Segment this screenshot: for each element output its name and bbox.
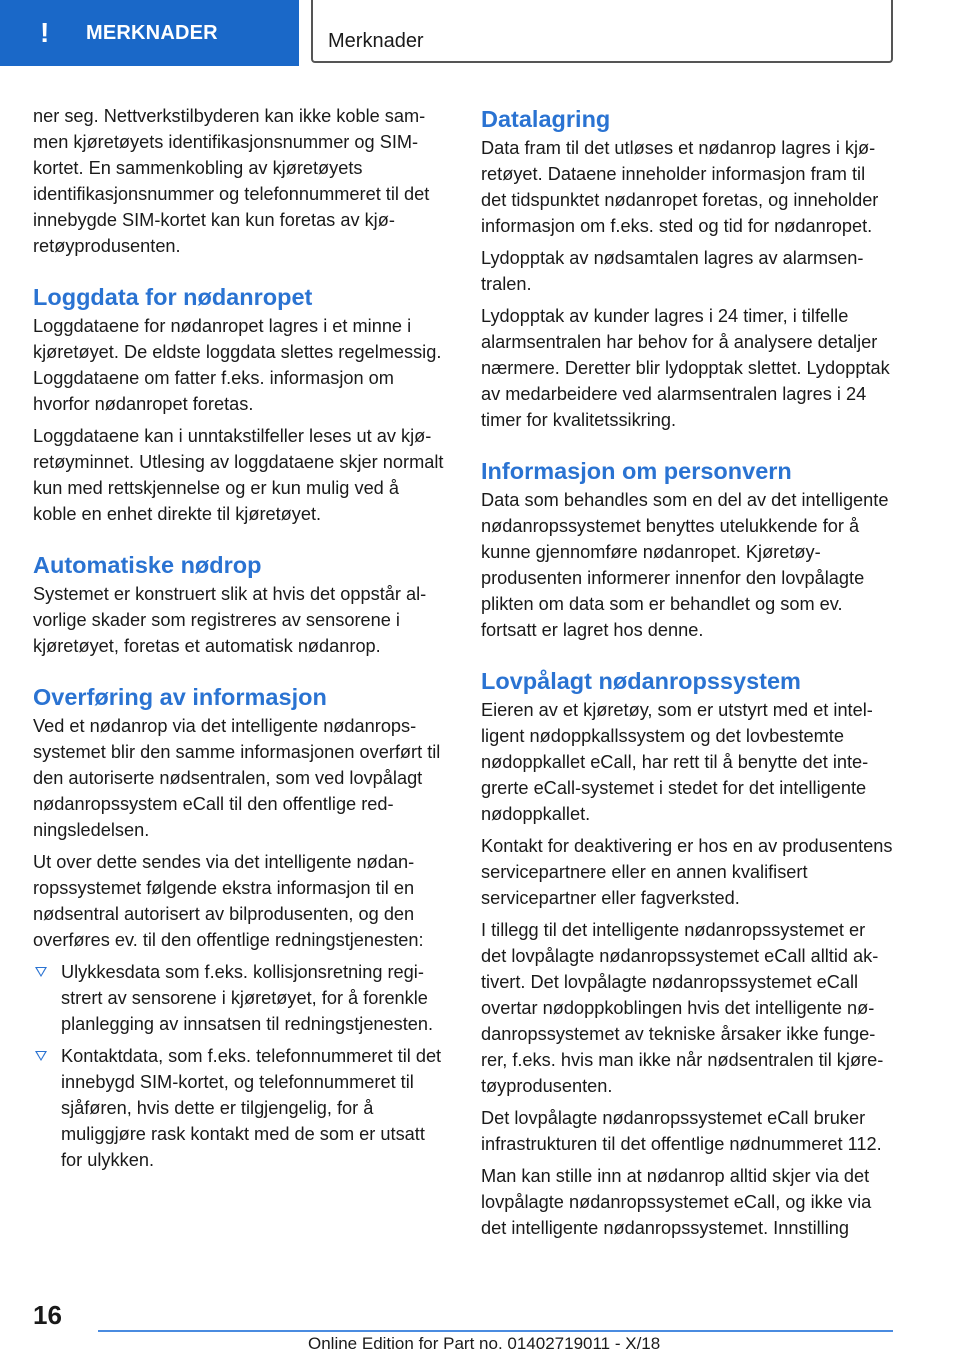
paragraph: Eieren av et kjøretøy, som er utstyrt med et intelligent nødoppkallssystem og det lovbestemte nødoppkallet eCall, har rett til å benytte det integrerte eCall-systemet i stedet for det intelligente nødoppkallet.	[481, 700, 873, 824]
chapter-title: Merknader	[328, 30, 424, 52]
section-label: MERKNADER	[86, 21, 218, 44]
paragraph: Data fram til det utløses et nødanrop lagres i kjøretøyet. Dataene inneholder informasjon fram til det tidspunktet nødanropet foretas, og inneholder informasjon om f.eks. sted og tid for nødanropet.	[481, 138, 879, 236]
bullet-list	[33, 959, 447, 1173]
heading-automatiske-nodrop: Automatiske nødrop	[33, 552, 262, 578]
heading-lovpalagt: Lovpålagt nødanropssystem	[481, 668, 801, 694]
section-tab	[0, 0, 299, 66]
triangle-bullet-icon	[35, 1051, 47, 1061]
footer-divider	[98, 1330, 893, 1332]
right-column	[481, 103, 895, 1247]
footer-edition: Online Edition for Part no. 01402719011 - X/18	[308, 1334, 661, 1353]
paragraph: Lydopptak av kunder lagres i 24 timer, i tilfelle alarmsentralen har behov for å analysere detaljer nærmere. Deretter blir lydopptak slettet. Lydopptak av medarbeidere ved alarmsentralen lagres i 24 timer for kvalitetssikring.	[481, 306, 890, 430]
list-item: Ulykkesdata som f.eks. kollisjonsretning registrert av sensorene i kjøretøyet, for å forenkle planlegging av innsatsen til redningstjenesten.	[33, 959, 447, 1037]
paragraph: ner seg. Nettverkstilbyderen kan ikke koble sammen kjøretøyets identifikasjonsnummer og SIM-kortet. En sammenkobling av kjøretøyets identifikasjonsnummer og telefonnummeret til det innebygde SIM-kortet kan kun foretas av kjøretøyprodusenten.	[33, 106, 430, 256]
paragraph: Man kan stille inn at nødanrop alltid skjer via det lovpålagte nødanropssystemet eCall, og ikke via det intelligente nødanropssystemet. Innstilling	[481, 1166, 872, 1238]
exclamation-icon: !	[40, 17, 50, 48]
paragraph: Systemet er konstruert slik at hvis det oppstår alvorlige skader som registreres av sensorene i kjøretøyet, foretas et automatisk nødanrop.	[33, 584, 427, 656]
paragraph: Lydopptak av nødsamtalen lagres av alarmsentralen.	[481, 248, 864, 294]
paragraph: Ved et nødanrop via det intelligente nødanropssystemet blir den samme informasjonen overført til den autoriserte nødsentralen, som ved lovpålagt nødanropssystem eCall til den offentlige redningsledelsen.	[33, 716, 441, 840]
paragraph: Loggdataene kan i unntakstilfeller leses ut av kjøretøyminnet. Utlesing av loggdataene skjer normalt kun med rettskjennelse og er kun mulig ved å koble en enhet direkte til kjøretøyet.	[33, 426, 444, 524]
paragraph: Loggdataene for nødanropet lagres i et minne i kjøretøyet. De eldste loggdata slettes regelmessig. Loggdataene om fatter f.eks. informasjon om hvorfor nødanropet foretas.	[33, 316, 442, 414]
page-number: 16	[33, 1300, 62, 1330]
paragraph: I tillegg til det intelligente nødanropssystemet er det lovpålagte nødanropssystemet eCall alltid aktivert. Det lovpålagte nødanropssystemet eCall overtar nødoppkoblingen hvis det intelligente nødanropssystemet av tekniske årsaker ikke fungerer, f.eks. hvis man ikke når nødsentralen til kjøretøyprodusenten.	[481, 920, 884, 1096]
left-column	[33, 103, 447, 1179]
heading-personvern: Informasjon om personvern	[481, 458, 792, 484]
heading-loggdata: Loggdata for nødanropet	[33, 284, 313, 310]
page-header	[0, 0, 960, 66]
list-item: Kontaktdata, som f.eks. telefonnummeret til det innebygd SIM-kortet, og telefonnummeret til sjåføren, hvis dette er tilgjengelig, for å muliggjøre rask kontakt med de som er utsatt for ulykken.	[33, 1043, 447, 1173]
paragraph: Data som behandles som en del av det intelligente nødanropssystemet benyttes utelukkende for å kunne gjennomføre nødanropet. Kjøretøyprodusenten informerer innenfor den lovpålagte plikten om data som er behandlet og som ev. fortsatt er lagret hos denne.	[481, 490, 889, 640]
heading-datalagring: Datalagring	[481, 106, 611, 132]
paragraph: Kontakt for deaktivering er hos en av produsentens servicepartnere eller en annen kvalifisert servicepartner eller fagverksted.	[481, 836, 893, 908]
paragraph: Det lovpålagte nødanropssystemet eCall bruker infrastrukturen til det offentlige nødnummeret 112.	[481, 1108, 882, 1154]
chapter-tab	[311, 0, 893, 63]
heading-overforing: Overføring av informasjon	[33, 684, 327, 710]
triangle-bullet-icon	[35, 967, 47, 977]
paragraph: Ut over dette sendes via det intelligente nødanropssystemet følgende ekstra informasjon til en nødsentral autorisert av bilprodusenten, og den overføres ev. til den offentlige redningstjenesten:	[33, 852, 424, 950]
